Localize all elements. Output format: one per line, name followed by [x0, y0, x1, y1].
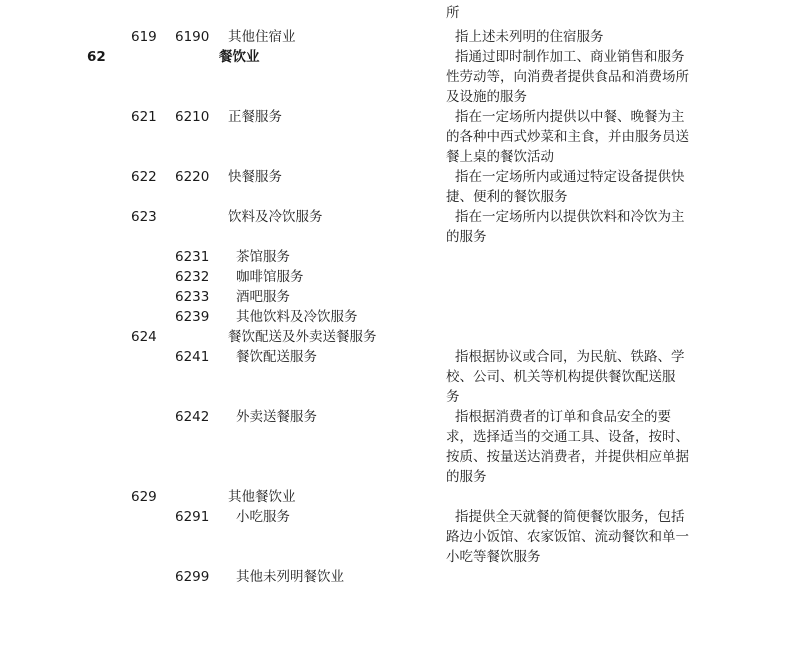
subclass-code: 6299: [175, 569, 210, 585]
category-name: 饮料及冷饮服务: [228, 209, 323, 225]
subclass-name: 其他饮料及冷饮服务: [236, 309, 358, 325]
subclass-name: 其他未列明餐饮业: [236, 569, 344, 585]
subclass-description: [446, 407, 704, 487]
description-line: 所: [446, 5, 460, 21]
subclass-code: 6242: [175, 409, 210, 425]
description-line: 指根据协议或合同，为民航、铁路、学: [455, 349, 685, 365]
description-line: 指在一定场所内提供以中餐、晚餐为主: [455, 109, 685, 125]
subclass-code: 6232: [175, 269, 210, 285]
class-code: 619: [131, 29, 157, 45]
category-name: 餐饮配送及外卖送餐服务: [228, 329, 377, 345]
subclass-code: 6241: [175, 349, 210, 365]
category-description: [446, 107, 704, 167]
description-line: 指在一定场所内或通过特定设备提供快: [455, 169, 685, 185]
subclass-code: 6220: [175, 169, 210, 185]
subclass-name: 酒吧服务: [236, 289, 290, 305]
class-code: 623: [131, 209, 157, 225]
subclass-name: 茶馆服务: [236, 249, 290, 265]
subclass-code: 6210: [175, 109, 210, 125]
description-line: 校、公司、机关等机构提供餐饮配送服: [446, 369, 676, 385]
subclass-code: 6233: [175, 289, 210, 305]
description-line: 按质、按量送达消费者，并提供相应单据: [446, 449, 689, 465]
description-line: 小吃等餐饮服务: [446, 549, 541, 565]
subclass-name: 咖啡馆服务: [236, 269, 304, 285]
description-line: 的各种中西式炒菜和主食，并由服务员送: [446, 129, 689, 145]
description-line: 求，选择适当的交通工具、设备，按时、: [446, 429, 689, 445]
category-description: [446, 27, 704, 47]
section-description: [446, 47, 704, 107]
description-line: 捷、便利的餐饮服务: [446, 189, 568, 205]
class-code: 622: [131, 169, 157, 185]
description-line: 指在一定场所内以提供饮料和冷饮为主: [455, 209, 685, 225]
subclass-description: [446, 507, 704, 567]
category-name: 正餐服务: [228, 109, 282, 125]
description-line: 的服务: [446, 469, 487, 485]
subclass-description: [446, 347, 704, 407]
description-line: [446, 0, 704, 3]
section-code: 62: [87, 49, 106, 65]
category-name: 其他住宿业: [228, 29, 296, 45]
description-line: 指上述未列明的住宿服务: [455, 29, 604, 45]
description-line: 路边小饭馆、农家饭馆、流动餐饮和单一: [446, 529, 689, 545]
description-line: 餐上桌的餐饮活动: [446, 149, 554, 165]
class-code: 629: [131, 489, 157, 505]
description-line: 及设施的服务: [446, 89, 527, 105]
category-description: [446, 167, 704, 207]
class-code: 621: [131, 109, 157, 125]
description-line: 指提供全天就餐的简便餐饮服务，包括: [455, 509, 685, 525]
description-line: 的服务: [446, 229, 487, 245]
subclass-code: 6239: [175, 309, 210, 325]
category-name: 其他餐饮业: [228, 489, 296, 505]
description-line: 指根据消费者的订单和食品安全的要: [455, 409, 671, 425]
subclass-name: 小吃服务: [236, 509, 290, 525]
category-name: 快餐服务: [228, 169, 282, 185]
subclass-code: 6291: [175, 509, 210, 525]
class-code: 624: [131, 329, 157, 345]
subclass-code: 6190: [175, 29, 210, 45]
category-description: [446, 207, 704, 247]
section-name: 餐饮业: [219, 49, 260, 65]
subclass-code: 6231: [175, 249, 210, 265]
description-line: 务: [446, 389, 460, 405]
description-line: 指通过即时制作加工、商业销售和服务: [455, 49, 685, 65]
description-line: 性劳动等，向消费者提供食品和消费场所: [446, 69, 689, 85]
description-fragment: [446, 0, 704, 23]
subclass-name: 外卖送餐服务: [236, 409, 317, 425]
subclass-name: 餐饮配送服务: [236, 349, 317, 365]
